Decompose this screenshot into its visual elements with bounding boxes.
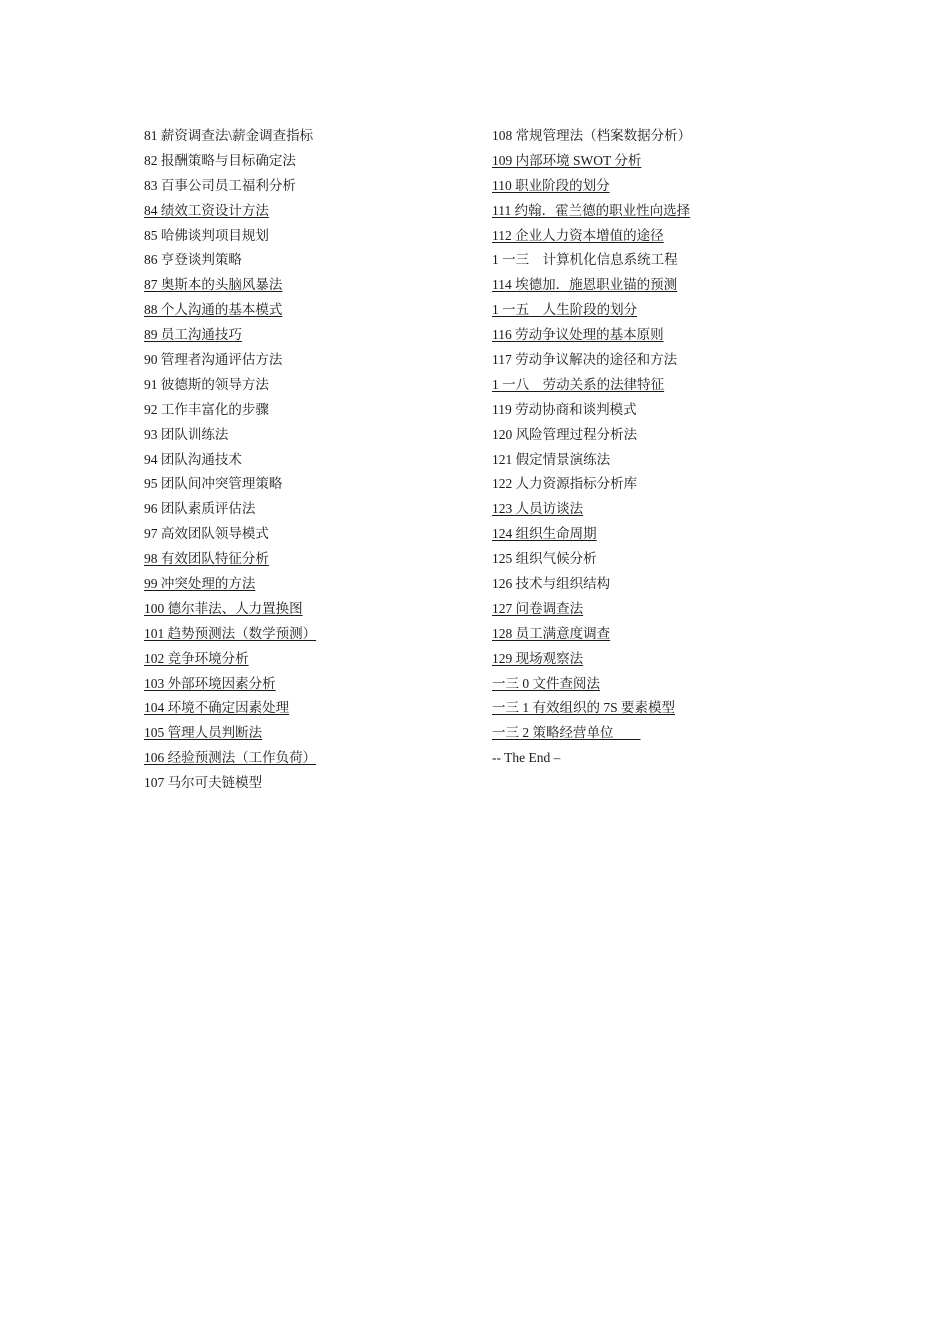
right-column-text-item [492, 472, 822, 497]
left-column-link-item[interactable] [144, 721, 474, 746]
toc-link-text[interactable]: 114 埃德加．施恩职业锚的预测 [492, 277, 678, 293]
right-column-link-item[interactable] [492, 522, 822, 547]
left-column-text-item [144, 149, 474, 174]
right-column-link-item[interactable] [492, 622, 822, 647]
right-column-link-item[interactable] [492, 597, 822, 622]
left-column-link-item[interactable] [144, 696, 474, 721]
toc-text: 125 组织气候分析 [492, 551, 597, 567]
right-column-text-item [492, 448, 822, 473]
toc-link-text[interactable]: 一三 0 文件查阅法 [492, 675, 600, 691]
toc-link-text[interactable]: 110 职业阶段的划分 [492, 177, 610, 193]
right-column-text-item [492, 423, 822, 448]
toc-text: 96 团队素质评估法 [144, 501, 256, 517]
toc-link-text[interactable]: 84 绩效工资设计方法 [144, 202, 269, 218]
right-column-link-item[interactable] [492, 696, 822, 721]
toc-text: 108 常规管理法（档案数据分析） [492, 128, 692, 143]
toc-link-text[interactable]: 127 问卷调查法 [492, 600, 584, 616]
left-column-text-item [144, 348, 474, 373]
left-column-text-item [144, 472, 474, 497]
toc-text: -- The End – [492, 750, 561, 766]
toc-link-text[interactable]: 129 现场观察法 [492, 650, 584, 666]
toc-text: 117 劳动争议解决的途径和方法 [492, 352, 678, 368]
left-column-link-item[interactable] [144, 298, 474, 323]
toc-link-text[interactable]: 105 管理人员判断法 [144, 725, 263, 741]
left-column-link-item[interactable] [144, 647, 474, 672]
toc-text: 83 百事公司员工福利分析 [144, 177, 296, 193]
toc-text: 1 一三 计算机化信息系统工程 [492, 252, 678, 268]
toc-link-text[interactable]: 89 员工沟通技巧 [144, 327, 242, 343]
toc-link-text[interactable]: 87 奥斯本的头脑风暴法 [144, 277, 283, 293]
left-column-list [144, 124, 474, 796]
right-column-link-item[interactable] [492, 323, 822, 348]
left-column-text-item [144, 771, 474, 796]
left-column-text-item [144, 398, 474, 423]
right-column-link-item[interactable] [492, 721, 822, 746]
toc-link-text[interactable]: 100 德尔菲法、人力置换图 [144, 600, 303, 616]
left-column-link-item[interactable] [144, 323, 474, 348]
right-column-link-item[interactable] [492, 672, 822, 697]
right-column-link-item[interactable] [492, 174, 822, 199]
toc-link-text[interactable]: 109 内部环境 SWOT 分析 [492, 152, 642, 168]
toc-link-text[interactable]: 104 环境不确定因素处理 [144, 700, 290, 716]
right-column-link-item[interactable] [492, 373, 822, 398]
right-column-text-item [492, 398, 822, 423]
right-column-text-item [492, 124, 822, 149]
toc-text: 86 亨登谈判策略 [144, 252, 242, 268]
right-column-link-item[interactable] [492, 199, 822, 224]
right-column-text-item [492, 248, 822, 273]
toc-link-text[interactable]: 111 约翰．霍兰德的职业性向选择 [492, 202, 691, 218]
toc-link-text[interactable]: 106 经验预测法（工作负荷） [144, 750, 317, 766]
left-column-link-item[interactable] [144, 547, 474, 572]
toc-text: 81 薪资调查法\薪金调查指标 [144, 128, 314, 143]
right-column-link-item[interactable] [492, 149, 822, 174]
toc-link-text[interactable]: 103 外部环境因素分析 [144, 675, 276, 691]
toc-link-text[interactable]: 116 劳动争议处理的基本原则 [492, 327, 664, 343]
right-column-link-item[interactable] [492, 647, 822, 672]
left-column-link-item[interactable] [144, 199, 474, 224]
toc-link-text[interactable]: 1 一八 劳动关系的法律特征 [492, 376, 665, 392]
toc-link-text[interactable]: 101 趋势预测法（数学预测） [144, 625, 317, 641]
right-column-link-item[interactable] [492, 273, 822, 298]
toc-link-text[interactable]: 99 冲突处理的方法 [144, 576, 256, 592]
toc-text: 122 人力资源指标分析库 [492, 476, 638, 492]
toc-text: 85 哈佛谈判项目规划 [144, 227, 269, 243]
toc-link-text[interactable]: 一三 2 策略经营单位 [492, 725, 641, 741]
left-column-link-item[interactable] [144, 622, 474, 647]
right-column-list [492, 124, 822, 771]
toc-text: 94 团队沟通技术 [144, 451, 242, 467]
toc-text: 107 马尔可夫链模型 [144, 775, 263, 791]
left-column-text-item [144, 248, 474, 273]
toc-link-text[interactable]: 98 有效团队特征分析 [144, 551, 269, 567]
toc-link-text[interactable]: 128 员工满意度调查 [492, 625, 611, 641]
toc-text: 120 风险管理过程分析法 [492, 426, 638, 442]
right-column-text-item [492, 547, 822, 572]
right-column-text-item [492, 746, 822, 771]
left-column-link-item[interactable] [144, 597, 474, 622]
right-column-link-item[interactable] [492, 497, 822, 522]
toc-text: 93 团队训练法 [144, 426, 229, 442]
left-column-link-item[interactable] [144, 672, 474, 697]
right-column-link-item[interactable] [492, 298, 822, 323]
toc-link-text[interactable]: 123 人员访谈法 [492, 501, 584, 517]
toc-text: 95 团队间冲突管理策略 [144, 476, 283, 492]
toc-text: 119 劳动协商和谈判模式 [492, 401, 637, 417]
toc-link-text[interactable]: 一三 1 有效组织的 7S 要素模型 [492, 700, 676, 716]
toc-text: 91 彼德斯的领导方法 [144, 376, 269, 392]
left-column-text-item [144, 224, 474, 249]
left-column-link-item[interactable] [144, 572, 474, 597]
toc-link-text[interactable]: 112 企业人力资本增值的途径 [492, 227, 664, 243]
left-column-text-item [144, 423, 474, 448]
right-column-link-item[interactable] [492, 224, 822, 249]
toc-link-text[interactable]: 1 一五 人生阶段的划分 [492, 302, 638, 318]
toc-text: 126 技术与组织结构 [492, 576, 611, 592]
toc-link-text[interactable]: 102 竞争环境分析 [144, 650, 249, 666]
left-column-text-item [144, 373, 474, 398]
left-column-link-item[interactable] [144, 746, 474, 771]
left-column-text-item [144, 522, 474, 547]
left-column-text-item [144, 124, 474, 149]
left-column-text-item [144, 174, 474, 199]
toc-link-text[interactable]: 124 组织生命周期 [492, 526, 597, 542]
toc-text: 82 报酬策略与目标确定法 [144, 152, 296, 168]
toc-text: 90 管理者沟通评估方法 [144, 352, 283, 368]
right-column-text-item [492, 572, 822, 597]
left-column-text-item [144, 497, 474, 522]
right-column-text-item [492, 348, 822, 373]
toc-text: 97 高效团队领导模式 [144, 526, 269, 542]
toc-text: 121 假定情景演练法 [492, 451, 611, 467]
toc-link-text[interactable]: 88 个人沟通的基本模式 [144, 302, 283, 318]
toc-text: 92 工作丰富化的步骤 [144, 401, 269, 417]
left-column-text-item [144, 448, 474, 473]
left-column-link-item[interactable] [144, 273, 474, 298]
